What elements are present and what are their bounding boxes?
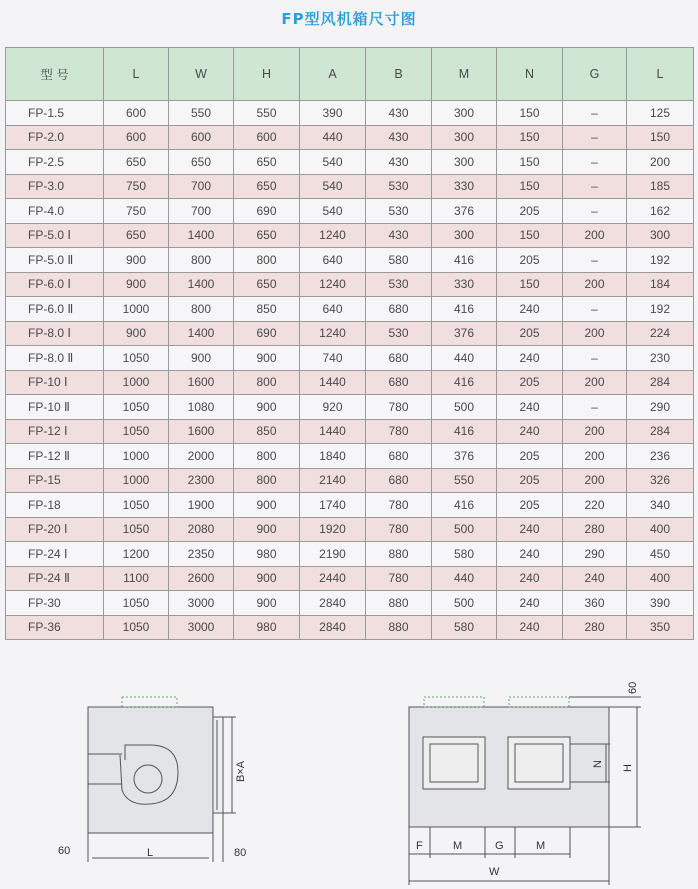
table-cell: 350 [627,615,694,640]
model-cell: FP-24 Ⅰ [6,542,104,567]
table-cell: 200 [627,150,694,175]
table-cell: 640 [300,248,366,273]
table-cell: 780 [366,395,432,420]
table-cell: 205 [497,248,563,273]
table-cell: 416 [432,370,497,395]
table-cell: 150 [627,125,694,150]
table-cell: 450 [627,542,694,567]
table-cell: 284 [627,419,694,444]
table-cell: 680 [366,346,432,371]
dim-label-80: 80 [234,847,247,859]
table-cell: 880 [366,615,432,640]
model-cell: FP-24 Ⅱ [6,566,104,591]
front-top-flange-left [424,697,484,707]
dim-label-bxa: B×A [235,760,247,782]
column-header: H [234,48,300,101]
table-row [6,419,694,444]
model-cell: FP-6.0 Ⅱ [6,297,104,322]
table-cell: 900 [234,395,300,420]
table-row [6,223,694,248]
table-cell: 440 [432,346,497,371]
table-cell: 1400 [169,272,234,297]
table-cell: 550 [169,101,234,126]
table-cell: 200 [563,272,627,297]
table-cell: 700 [169,199,234,224]
table-cell: 2140 [300,468,366,493]
model-cell: FP-36 [6,615,104,640]
table-cell: 2300 [169,468,234,493]
table-cell: 1000 [104,444,169,469]
table-cell: 1000 [104,297,169,322]
table-row [6,199,694,224]
table-cell: 376 [432,199,497,224]
table-cell: 1240 [300,223,366,248]
table-cell: 416 [432,297,497,322]
table-cell: 240 [497,517,563,542]
table-cell: 430 [366,150,432,175]
model-cell: FP-12 Ⅰ [6,419,104,444]
side-view-outlet-flange [213,717,223,813]
table-row [6,395,694,420]
table-cell: 150 [497,150,563,175]
table-cell: 376 [432,444,497,469]
table-row [6,566,694,591]
table-cell: – [563,101,627,126]
table-cell: 200 [563,419,627,444]
table-cell: 2080 [169,517,234,542]
side-view-drawing [88,697,236,862]
table-cell: 1050 [104,419,169,444]
front-top-flange-right [509,697,569,707]
dim-label-w: W [489,866,500,878]
table-cell: 1100 [104,566,169,591]
table-cell: 580 [366,248,432,273]
table-cell: 900 [104,272,169,297]
table-cell: 240 [497,297,563,322]
table-cell: 800 [169,297,234,322]
table-cell: 1050 [104,346,169,371]
model-cell: FP-6.0 Ⅰ [6,272,104,297]
dim-label-m-left: M [453,840,463,852]
table-cell: 1050 [104,493,169,518]
dimension-drawings [0,660,698,889]
model-cell: FP-15 [6,468,104,493]
table-cell: 400 [627,566,694,591]
table-cell: 650 [104,223,169,248]
table-cell: 2440 [300,566,366,591]
table-cell: 980 [234,615,300,640]
column-header: G [563,48,627,101]
table-row [6,591,694,616]
dim-label-f: F [416,840,423,852]
table-cell: 800 [234,468,300,493]
table-cell: 200 [563,370,627,395]
table-cell: – [563,297,627,322]
table-cell: 680 [366,297,432,322]
model-cell: FP-30 [6,591,104,616]
table-cell: 416 [432,419,497,444]
table-cell: 1900 [169,493,234,518]
table-cell: 430 [366,101,432,126]
table-cell: 150 [497,125,563,150]
table-cell: 800 [234,370,300,395]
table-cell: 650 [169,150,234,175]
table-cell: 205 [497,493,563,518]
table-cell: 2350 [169,542,234,567]
column-header: L [627,48,694,101]
table-cell: 530 [366,174,432,199]
table-cell: 880 [366,591,432,616]
table-cell: 600 [104,125,169,150]
table-cell: 650 [234,174,300,199]
table-cell: 220 [563,493,627,518]
table-header-row [6,48,694,101]
table-cell: 680 [366,468,432,493]
model-cell: FP-1.5 [6,101,104,126]
table-cell: 1440 [300,419,366,444]
table-row [6,517,694,542]
table-cell: 1600 [169,419,234,444]
side-view-top-flange [122,697,177,707]
model-cell: FP-3.0 [6,174,104,199]
table-cell: 290 [563,542,627,567]
table-row [6,542,694,567]
table-cell: 200 [563,321,627,346]
table-cell: 205 [497,370,563,395]
table-cell: 980 [234,542,300,567]
table-cell: 700 [169,174,234,199]
model-cell: FP-2.0 [6,125,104,150]
table-body [6,101,694,640]
table-cell: 650 [234,272,300,297]
table-cell: 200 [563,468,627,493]
table-cell: 192 [627,297,694,322]
table-row [6,101,694,126]
front-view-drawing [409,697,641,885]
table-cell: 125 [627,101,694,126]
table-cell: 740 [300,346,366,371]
table-cell: 185 [627,174,694,199]
model-cell: FP-10 Ⅱ [6,395,104,420]
table-cell: 240 [497,615,563,640]
table-cell: 780 [366,566,432,591]
table-cell: 326 [627,468,694,493]
dim-label-m-right: M [536,840,546,852]
table-cell: 240 [497,346,563,371]
table-cell: 650 [234,150,300,175]
table-cell: – [563,150,627,175]
table-cell: 205 [497,321,563,346]
table-cell: 900 [234,566,300,591]
table-row [6,321,694,346]
table-cell: 205 [497,468,563,493]
table-cell: 240 [563,566,627,591]
table-row [6,370,694,395]
table-cell: – [563,199,627,224]
table-cell: 2190 [300,542,366,567]
table-cell: 1440 [300,370,366,395]
table-cell: 1050 [104,517,169,542]
table-cell: 1400 [169,321,234,346]
table-cell: 850 [234,419,300,444]
table-cell: 580 [432,615,497,640]
table-cell: 500 [432,517,497,542]
table-cell: 600 [169,125,234,150]
table-cell: 150 [497,174,563,199]
table-cell: 236 [627,444,694,469]
table-cell: 1080 [169,395,234,420]
dim-label-60-left: 60 [58,845,71,857]
table-cell: 780 [366,517,432,542]
table-cell: 440 [432,566,497,591]
table-cell: 540 [300,174,366,199]
table-cell: 650 [104,150,169,175]
table-cell: 330 [432,174,497,199]
table-cell: 280 [563,517,627,542]
table-cell: 184 [627,272,694,297]
table-cell: 1050 [104,615,169,640]
table-cell: 240 [497,395,563,420]
table-cell: 2600 [169,566,234,591]
page-title: FP型风机箱尺寸图 [281,10,417,28]
outlet-window-left [423,737,485,789]
table-cell: – [563,395,627,420]
table-cell: 390 [627,591,694,616]
table-cell: 1920 [300,517,366,542]
dim-label-n: N [592,760,604,768]
table-cell: 3000 [169,591,234,616]
table-cell: 900 [234,493,300,518]
table-cell: 340 [627,493,694,518]
column-header: 型 号 [6,48,104,101]
table-cell: 240 [497,419,563,444]
table-cell: 400 [627,517,694,542]
model-cell: FP-5.0 Ⅰ [6,223,104,248]
model-cell: FP-18 [6,493,104,518]
table-cell: 2840 [300,615,366,640]
table-cell: – [563,125,627,150]
table-cell: 284 [627,370,694,395]
table-cell: 1740 [300,493,366,518]
table-cell: 640 [300,297,366,322]
table-cell: 680 [366,370,432,395]
table-cell: 900 [234,591,300,616]
table-cell: 1000 [104,370,169,395]
table-cell: 1240 [300,272,366,297]
table-cell: 300 [432,150,497,175]
table-cell: 500 [432,395,497,420]
column-header: A [300,48,366,101]
table-cell: 205 [497,444,563,469]
table-cell: 530 [366,199,432,224]
table-cell: – [563,248,627,273]
table-cell: 1200 [104,542,169,567]
table-row [6,248,694,273]
table-cell: 800 [234,248,300,273]
column-header: N [497,48,563,101]
table-cell: 280 [563,615,627,640]
table-cell: 900 [234,346,300,371]
table-cell: 850 [234,297,300,322]
table-cell: 2000 [169,444,234,469]
table-row [6,297,694,322]
table-cell: 240 [497,542,563,567]
dim-label-g: G [495,840,504,852]
model-cell: FP-20 Ⅰ [6,517,104,542]
table-cell: 376 [432,321,497,346]
table-cell: 900 [104,248,169,273]
table-cell: 440 [300,125,366,150]
table-cell: 3000 [169,615,234,640]
table-cell: 800 [169,248,234,273]
dimension-table [5,47,694,640]
table-cell: 1050 [104,395,169,420]
table-cell: 430 [366,125,432,150]
table-cell: 360 [563,591,627,616]
table-row [6,272,694,297]
table-cell: 530 [366,321,432,346]
table-row [6,346,694,371]
table-cell: 650 [234,223,300,248]
table-cell: 900 [104,321,169,346]
table-cell: 162 [627,199,694,224]
table-cell: 300 [432,101,497,126]
table-cell: 900 [169,346,234,371]
table-cell: 750 [104,199,169,224]
table-cell: 540 [300,199,366,224]
model-cell: FP-12 Ⅱ [6,444,104,469]
table-cell: 800 [234,444,300,469]
model-cell: FP-10 Ⅰ [6,370,104,395]
dim-label-h: H [622,764,634,772]
table-cell: 200 [563,223,627,248]
table-cell: 540 [300,150,366,175]
outlet-window-right [508,737,570,789]
table-cell: 1840 [300,444,366,469]
table-row [6,615,694,640]
table-cell: 530 [366,272,432,297]
table-cell: 600 [104,101,169,126]
table-cell: 780 [366,493,432,518]
column-header: B [366,48,432,101]
dim-label-l: L [147,847,154,859]
table-cell: 192 [627,248,694,273]
column-header: W [169,48,234,101]
table-cell: – [563,346,627,371]
table-cell: 690 [234,321,300,346]
table-cell: 390 [300,101,366,126]
table-cell: 550 [432,468,497,493]
model-cell: FP-8.0 Ⅰ [6,321,104,346]
table-row [6,125,694,150]
column-header: L [104,48,169,101]
table-cell: 900 [234,517,300,542]
table-cell: 1600 [169,370,234,395]
table-cell: 690 [234,199,300,224]
table-cell: 680 [366,444,432,469]
table-row [6,493,694,518]
table-cell: 290 [627,395,694,420]
table-cell: 224 [627,321,694,346]
table-cell: 205 [497,199,563,224]
table-cell: 300 [432,223,497,248]
table-cell: 780 [366,419,432,444]
table-cell: 920 [300,395,366,420]
model-cell: FP-8.0 Ⅱ [6,346,104,371]
table-cell: 580 [432,542,497,567]
table-cell: 230 [627,346,694,371]
table-cell: 330 [432,272,497,297]
column-header: M [432,48,497,101]
model-cell: FP-5.0 Ⅱ [6,248,104,273]
table-cell: 1240 [300,321,366,346]
table-row [6,150,694,175]
table-cell: 600 [234,125,300,150]
table-cell: 200 [563,444,627,469]
table-cell: 300 [432,125,497,150]
table-row [6,174,694,199]
table-cell: 1000 [104,468,169,493]
table-cell: 550 [234,101,300,126]
model-cell: FP-2.5 [6,150,104,175]
model-cell: FP-4.0 [6,199,104,224]
table-cell: 1050 [104,591,169,616]
table-cell: 150 [497,272,563,297]
table-cell: 240 [497,591,563,616]
table-cell: 430 [366,223,432,248]
dim-label-60-top: 60 [627,681,639,694]
table-cell: 1400 [169,223,234,248]
table-cell: 2840 [300,591,366,616]
side-view-housing [88,707,213,833]
table-row [6,444,694,469]
table-cell: 500 [432,591,497,616]
table-cell: 240 [497,566,563,591]
table-cell: 416 [432,248,497,273]
table-cell: 300 [627,223,694,248]
table-cell: 150 [497,223,563,248]
table-cell: 150 [497,101,563,126]
table-cell: 750 [104,174,169,199]
table-cell: 416 [432,493,497,518]
table-cell: 880 [366,542,432,567]
table-cell: – [563,174,627,199]
table-row [6,468,694,493]
